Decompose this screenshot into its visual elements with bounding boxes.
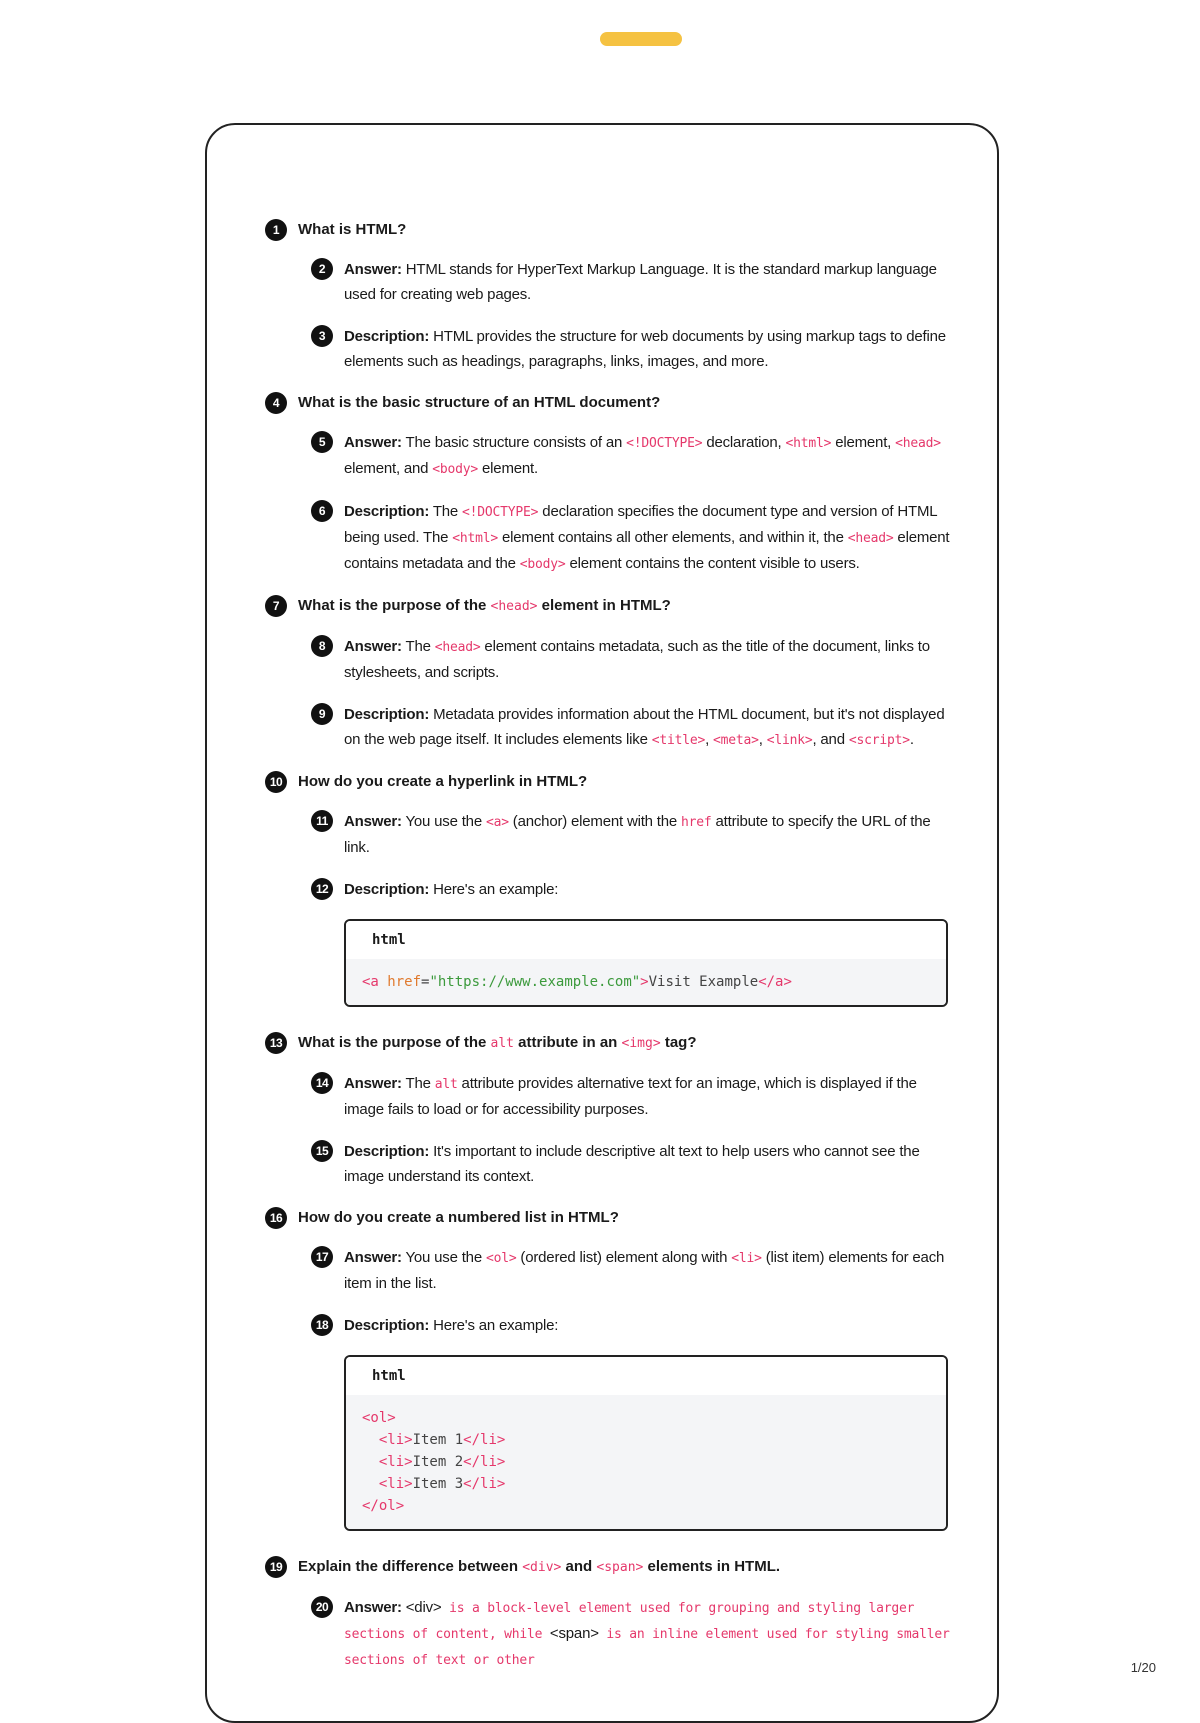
text-segment: , <box>758 731 767 748</box>
text-segment: element contains metadata, such as the title of the document, links to stylesheets, and scripts. <box>344 638 930 681</box>
text-segment: declaration specifies the document type and version of HTML being used. The <box>344 503 937 546</box>
number-badge: 3 <box>311 325 333 347</box>
text-segment: , <box>705 731 714 748</box>
answer-item <box>311 634 955 685</box>
inline-code: <div> <box>522 1560 562 1575</box>
text-segment: element, and <box>344 460 433 477</box>
number-badge: 10 <box>265 771 287 793</box>
code-token: Item 2 <box>412 1454 464 1470</box>
inline-code: alt <box>490 1036 514 1051</box>
answer-item <box>311 1595 955 1673</box>
number-badge: 12 <box>311 878 333 900</box>
answer-item <box>311 1071 955 1122</box>
inline-code: is a block-level element used for grouping and styling larger sections of content, while <box>344 1601 915 1642</box>
inline-code: <head> <box>434 640 481 655</box>
description-label: Description: <box>344 1143 430 1160</box>
inline-code: alt <box>434 1077 458 1092</box>
code-content <box>346 959 946 1005</box>
inline-code: <script> <box>848 733 910 748</box>
text-segment: What is HTML? <box>298 221 407 238</box>
answer-text <box>344 809 955 860</box>
code-token <box>362 1454 379 1470</box>
number-badge: 14 <box>311 1072 333 1094</box>
text-segment: element contains all other elements, and within it, the <box>498 529 848 546</box>
inline-code: <span> <box>596 1560 644 1575</box>
answer-label: Answer: <box>344 813 402 830</box>
code-content <box>346 1395 946 1529</box>
text-segment: and <box>561 1558 597 1575</box>
text-segment: element, <box>831 434 896 451</box>
text-segment: tag? <box>660 1034 697 1051</box>
text-segment: How do you create a hyperlink in HTML? <box>298 773 588 790</box>
question-item <box>265 1206 955 1230</box>
answer-text <box>344 430 955 482</box>
answer-text <box>344 634 955 685</box>
answer-label: Answer: <box>344 1599 402 1616</box>
inline-code: href <box>681 815 712 830</box>
inline-code: <body> <box>432 462 479 477</box>
text-segment: , and <box>812 731 849 748</box>
inline-code: <li> <box>731 1251 762 1266</box>
question-item <box>265 770 955 794</box>
code-token: </ol> <box>362 1498 405 1514</box>
code-token: </a> <box>758 974 792 990</box>
answer-text <box>344 257 955 307</box>
number-badge: 18 <box>311 1314 333 1336</box>
number-badge: 17 <box>311 1246 333 1268</box>
text-segment: HTML provides the structure for web documents by using markup tags to define elements such as headings, paragraphs, links, images, and more. <box>344 328 946 370</box>
inline-code: <html> <box>452 531 499 546</box>
code-token: href <box>387 974 422 990</box>
text-segment: Explain the difference between <box>298 1558 523 1575</box>
answer-item <box>311 809 955 860</box>
code-block <box>344 1355 948 1531</box>
inline-code: <title> <box>651 733 706 748</box>
text-segment: Here's an example: <box>433 1317 559 1334</box>
inline-code: <a> <box>485 815 509 830</box>
description-text <box>344 324 955 374</box>
number-badge: 15 <box>311 1140 333 1162</box>
description-label: Description: <box>344 706 430 723</box>
inline-code: is an inline element used for styling smaller sections of text or other <box>344 1627 950 1668</box>
code-language-label: html <box>346 1357 946 1395</box>
number-badge: 9 <box>311 703 333 725</box>
inline-code: <meta> <box>713 733 759 748</box>
text-segment: The <box>405 1075 435 1092</box>
description-label: Description: <box>344 881 430 898</box>
text-segment: element. <box>478 460 538 477</box>
code-language-label: html <box>346 921 946 959</box>
code-token: = <box>421 974 430 990</box>
text-segment: You use the <box>405 813 486 830</box>
number-badge: 16 <box>265 1207 287 1229</box>
description-item <box>311 877 955 902</box>
inline-code: <link> <box>766 733 813 748</box>
inline-code: <!DOCTYPE> <box>626 436 703 451</box>
inline-code: <head> <box>847 531 894 546</box>
code-token: Item 3 <box>412 1476 464 1492</box>
text-segment: You use the <box>405 1249 486 1266</box>
code-token: <li> <box>378 1432 413 1448</box>
code-token: </li> <box>463 1454 506 1470</box>
answer-label: Answer: <box>344 1075 402 1092</box>
question-text <box>298 218 406 242</box>
page-number: 1/20 <box>1130 1660 1156 1675</box>
question-item <box>265 1031 955 1056</box>
text-segment: Metadata provides information about the HTML document, but it's not displayed on the web page itself. It includes elements like <box>344 706 945 748</box>
answer-text <box>344 1595 955 1673</box>
text-segment: The <box>432 503 463 520</box>
question-item <box>265 1555 955 1580</box>
code-token: Visit Example <box>648 974 759 990</box>
text-segment: What is the purpose of the <box>298 597 491 614</box>
question-text <box>298 1555 780 1580</box>
text-segment: The basic structure consists of an <box>405 434 627 451</box>
number-badge: 19 <box>265 1556 287 1578</box>
text-segment: declaration, <box>702 434 786 451</box>
text-segment: What is the basic structure of an HTML document? <box>298 394 661 411</box>
text-segment: The <box>405 638 435 655</box>
answer-text <box>344 1071 955 1122</box>
inline-code: <img> <box>621 1036 661 1051</box>
answer-item <box>311 257 955 307</box>
description-label: Description: <box>344 503 430 520</box>
description-label: Description: <box>344 328 430 345</box>
inline-code: <ol> <box>485 1251 517 1266</box>
inline-code: <head> <box>490 599 538 614</box>
text-segment: attribute in an <box>514 1034 622 1051</box>
code-token: <a <box>362 974 388 990</box>
description-text <box>344 499 955 577</box>
inline-code: <head> <box>895 436 941 451</box>
answer-item <box>311 1245 955 1296</box>
question-text <box>298 1206 619 1230</box>
text-segment: (list item) elements for each item in the list. <box>344 1249 945 1292</box>
qa-list <box>265 218 955 1690</box>
code-token <box>362 1432 379 1448</box>
code-token: > <box>640 974 649 990</box>
text-segment: elements in HTML. <box>643 1558 781 1575</box>
code-token: <ol> <box>362 1410 396 1426</box>
text-segment: How do you create a numbered list in HTML? <box>298 1209 619 1226</box>
inline-code: <body> <box>519 557 566 572</box>
answer-label: Answer: <box>344 638 402 655</box>
description-label: Description: <box>344 1317 430 1334</box>
code-token: </li> <box>463 1476 506 1492</box>
description-item <box>311 1139 955 1189</box>
text-segment: element contains the content visible to users. <box>565 555 860 572</box>
number-badge: 2 <box>311 258 333 280</box>
description-text <box>344 1139 955 1189</box>
number-badge: 7 <box>265 595 287 617</box>
text-segment: element in HTML? <box>537 597 671 614</box>
answer-item <box>311 430 955 482</box>
question-item <box>265 218 955 242</box>
text-segment: . <box>909 731 914 748</box>
number-badge: 11 <box>311 810 333 832</box>
text-segment: (anchor) element with the <box>508 813 682 830</box>
text-segment: It's important to include descriptive alt text to help users who cannot see the image understand its context. <box>344 1143 920 1185</box>
description-text <box>344 877 558 902</box>
answer-label: Answer: <box>344 434 402 451</box>
answer-text <box>344 1245 955 1296</box>
question-item <box>265 594 955 619</box>
number-badge: 13 <box>265 1032 287 1054</box>
text-segment: attribute provides alternative text for an image, which is displayed if the image fails to load or for accessibility purposes. <box>344 1075 917 1118</box>
question-text <box>298 1031 697 1056</box>
question-item <box>265 391 955 415</box>
description-item <box>311 1313 955 1338</box>
number-badge: 1 <box>265 219 287 241</box>
text-segment: <span> <box>549 1625 599 1642</box>
text-segment: (ordered list) element along with <box>516 1249 732 1266</box>
text-segment: <div> <box>405 1599 442 1616</box>
question-text <box>298 594 671 619</box>
code-token: Item 1 <box>412 1432 464 1448</box>
code-token: <li> <box>378 1454 413 1470</box>
text-segment: element contains metadata and the <box>344 529 950 572</box>
question-text <box>298 391 660 415</box>
description-text <box>344 1313 558 1338</box>
code-token: </li> <box>463 1432 506 1448</box>
code-block <box>344 919 948 1007</box>
text-segment: HTML stands for HyperText Markup Language. It is the standard markup language used for creating web pages. <box>344 261 937 303</box>
number-badge: 5 <box>311 431 333 453</box>
code-token <box>362 1476 379 1492</box>
text-segment: What is the purpose of the <box>298 1034 491 1051</box>
number-badge: 8 <box>311 635 333 657</box>
description-text <box>344 702 955 753</box>
number-badge: 6 <box>311 500 333 522</box>
code-token: "https://www.example.com" <box>429 974 641 990</box>
description-item <box>311 324 955 374</box>
top-accent-bar <box>600 32 682 46</box>
text-segment: attribute to specify the URL of the link. <box>344 813 931 856</box>
description-item <box>311 499 955 577</box>
code-token: <li> <box>378 1476 413 1492</box>
inline-code: <html> <box>785 436 832 451</box>
answer-label: Answer: <box>344 1249 402 1266</box>
text-segment: Here's an example: <box>433 881 559 898</box>
number-badge: 20 <box>311 1596 333 1618</box>
question-text <box>298 770 587 794</box>
answer-label: Answer: <box>344 261 402 278</box>
description-item <box>311 702 955 753</box>
inline-code: <!DOCTYPE> <box>462 505 539 520</box>
number-badge: 4 <box>265 392 287 414</box>
